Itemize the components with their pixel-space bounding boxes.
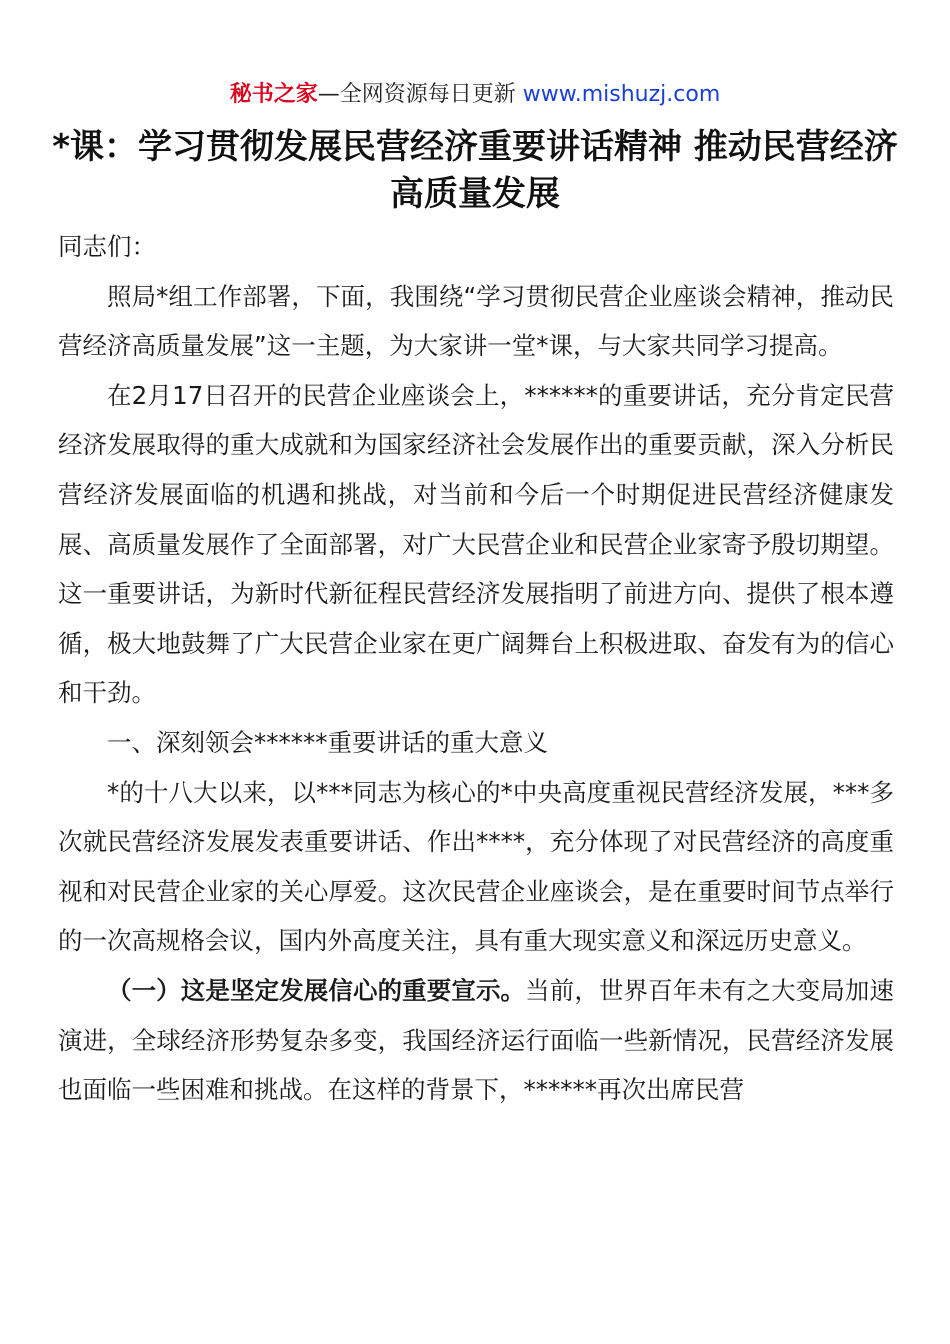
- site-brand: 秘书之家: [229, 82, 318, 107]
- paragraph-intro: 照局*组工作部署，下面，我围绕“学习贯彻民营企业座谈会精神，推动民营经济高质量发展”这一主题，为大家讲一堂*课，与大家共同学习提高。: [58, 281, 894, 361]
- document-body: [58, 222, 894, 1115]
- document-title: *课：学习贯彻发展民营经济重要讲话精神 推动民营经济高质量发展: [52, 127, 898, 214]
- site-url-link[interactable]: www.mishuzj.com: [522, 82, 721, 107]
- paragraph-confidence: [58, 966, 894, 1115]
- paragraph-confidence-text: 当前，世界百年未有之大变局加速演进，全球经济形势复杂多变，我国经济运行面临一些新情况，民营经济发展也面临一些困难和挑战。在这样的背景下，******再次出席民营: [58, 975, 895, 1105]
- paragraph-lead-bold: （一）这是坚定发展信心的重要宣示。: [107, 975, 526, 1005]
- section-heading-1: 一、深刻领会******重要讲话的重大意义: [107, 727, 548, 757]
- site-banner: [0, 78, 950, 112]
- paragraph-significance: *的十八大以来，以***同志为核心的*中央高度重视民营经济发展，***多次就民营经济发展发表重要讲话、作出****，充分体现了对民营经济的高度重视和对民营企业家的关心厚爱。这次民营企业座谈会，是在重要时间节点举行的一次高规格会议，国内外高度关注，具有重大现实意义和深远历史意义。: [58, 777, 894, 956]
- salutation: 同志们：: [58, 232, 156, 261]
- site-slogan: —全网资源每日更新: [317, 82, 516, 107]
- paragraph-speech-summary: 在2月17日召开的民营企业座谈会上，******的重要讲话，充分肯定民营经济发展取得的重大成就和为国家经济社会发展作出的重要贡献，深入分析民营经济发展面临的机遇和挑战，对当前和今后一个时期促进民营经济健康发展、高质量发展作了全面部署，对广大民营企业和民营企业家寄予殷切期望。这一重要讲话，为新时代新征程民营经济发展指明了前进方向、提供了根本遵循，极大地鼓舞了广大民营企业家在更广阔舞台上积极进取、奋发有为的信心和干劲。: [58, 380, 894, 708]
